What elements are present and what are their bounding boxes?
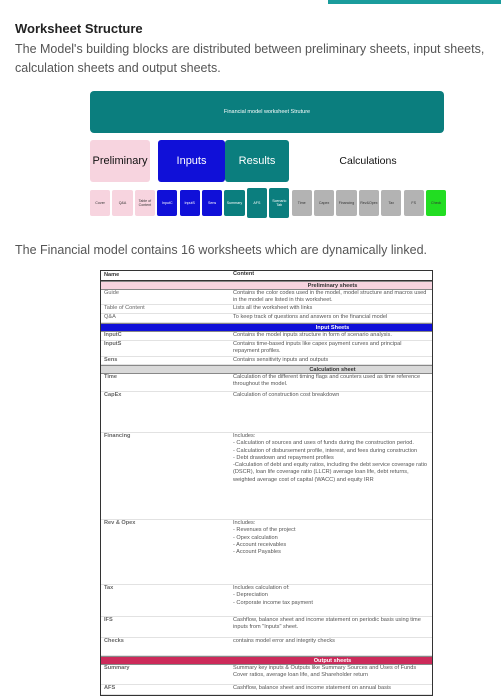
sheet-box-2: Q&A — [112, 190, 132, 216]
sheet-description: Cashflow, balance sheet and income statement on annual basis — [233, 685, 391, 691]
category-box-1: Preliminary — [90, 140, 150, 182]
category-box-3: Results — [225, 140, 289, 182]
sheet-box-10: Time — [292, 190, 312, 216]
sheet-description: Includes: - Calculation of sources and uses of funds during the construction period. - Calculation of disbursement profile, interest, and fees during construction - Debt drawdown and repayment profiles -Calculation of debt and equity ratios, including the debt service coverage ratio (DSCR), loan life coverage ratio (LLCR) average loan life, debt returns, weighted average cost of capital (WACC) and equity IRR — [233, 433, 428, 483]
table-row — [101, 332, 432, 341]
section-header-1: Preliminary sheets — [101, 281, 432, 290]
sheet-box-11: Capex — [314, 190, 334, 216]
sheet-description: Contains time-based inputs like capex payment curves and principal repayment profiles. — [233, 341, 402, 355]
sheet-name: InputS — [104, 341, 122, 347]
sheet-box-13: Rev&Opex — [359, 190, 379, 216]
table-header — [101, 271, 432, 281]
content-column-header: Content — [233, 271, 255, 277]
sheet-box-4: InputC — [157, 190, 177, 216]
sheet-name: Rev & Opex — [104, 520, 136, 526]
sheet-box-6: Sens — [202, 190, 222, 216]
sheet-name: Time — [104, 374, 117, 380]
sheet-name: IFS — [104, 617, 113, 623]
sheet-name: Q&A — [104, 314, 116, 320]
intro-paragraph: The Model's building blocks are distributed between preliminary sheets, input sheets, calculation sheets and output sheets. — [15, 42, 485, 75]
sheet-box-16: Check — [426, 190, 446, 216]
sheet-name: Financing — [104, 433, 131, 439]
section-header-3: Calculation sheet — [101, 365, 432, 374]
sheet-description: Calculation of the different timing flags and counters used as time reference throughout the model. — [233, 374, 421, 388]
sheet-box-8: AFS — [247, 188, 267, 218]
sheet-name: AFS — [104, 685, 116, 691]
sheet-description: Includes calculation of: - Depreciation - Corporate income tax payment — [233, 585, 313, 606]
sheet-description: Contains the model inputs structure in form of scenario analysis. — [233, 332, 392, 338]
category-box-2: Inputs — [158, 140, 225, 182]
sheet-box-1: Cover — [90, 190, 110, 216]
sheet-description: Contains sensitivity inputs and outputs — [233, 357, 329, 363]
sheet-box-9: Scenario Tab — [269, 188, 289, 218]
table-row — [101, 314, 432, 323]
category-box-4: Calculations — [292, 140, 444, 182]
sheet-name: Tax — [104, 585, 114, 591]
sheet-box-7: Summary — [224, 190, 244, 216]
sheet-name: Sens — [104, 357, 118, 363]
table-row — [101, 520, 432, 585]
table-row — [101, 433, 432, 520]
table-row — [101, 341, 432, 357]
sheet-description: Cashflow, balance sheet and income statement on periodic basis using time inputs from "Inputs" sheet. — [233, 617, 421, 631]
sheet-box-12: Financing — [336, 190, 356, 216]
sheet-description: Calculation of construction cost breakdown — [233, 392, 340, 398]
section-title: Worksheet Structure — [15, 21, 143, 36]
table-row — [101, 638, 432, 656]
top-accent-bar — [328, 0, 501, 4]
section-header-2: Input Sheets — [101, 323, 432, 332]
table-row — [101, 392, 432, 433]
table-row — [101, 357, 432, 365]
sheet-name: CapEx — [104, 392, 122, 398]
sheet-box-3: Table of Content — [135, 190, 155, 216]
table-row — [101, 290, 432, 305]
sheet-box-5: InputS — [180, 190, 200, 216]
sheet-name: Table of Content — [104, 305, 145, 311]
sheet-description: contains model error and integrity checks — [233, 638, 335, 644]
worksheet-structure-diagram — [88, 91, 446, 215]
worksheet-table — [100, 270, 433, 696]
diagram-title: Financial model worksheet Struture — [90, 91, 444, 133]
table-row — [101, 585, 432, 617]
worksheet-caption: The Financial model contains 16 worksheets which are dynamically linked. — [15, 243, 428, 257]
sheet-name: Checks — [104, 638, 124, 644]
table-row — [101, 617, 432, 638]
sheet-description: Contains the color codes used in the model, model structure and macros used in the model are listed in this worksheet. — [233, 290, 427, 304]
sheet-description: Summary key inputs & Outputs like Summary Sources and Uses of Funds Cover ratios, average loan life, and Shareholder return — [233, 665, 417, 679]
sheet-description: Includes: - Revenues of the project - Opex calculation - Account receivables - Account Payables — [233, 520, 296, 556]
sheet-box-14: Tax — [381, 190, 401, 216]
sheet-description: To keep track of questions and answers on the financial model — [233, 314, 388, 320]
sheet-box-15: FS — [404, 190, 424, 216]
section-header-4: Output sheets — [101, 656, 432, 665]
name-column-header: Name — [104, 272, 120, 278]
table-row — [101, 305, 432, 314]
sheet-name: Guide — [104, 290, 119, 296]
sheet-description: Lists all the worksheet with links — [233, 305, 313, 311]
sheet-name: Summary — [104, 665, 130, 671]
sheet-name: InputC — [104, 332, 122, 338]
table-row — [101, 665, 432, 685]
table-row — [101, 374, 432, 392]
